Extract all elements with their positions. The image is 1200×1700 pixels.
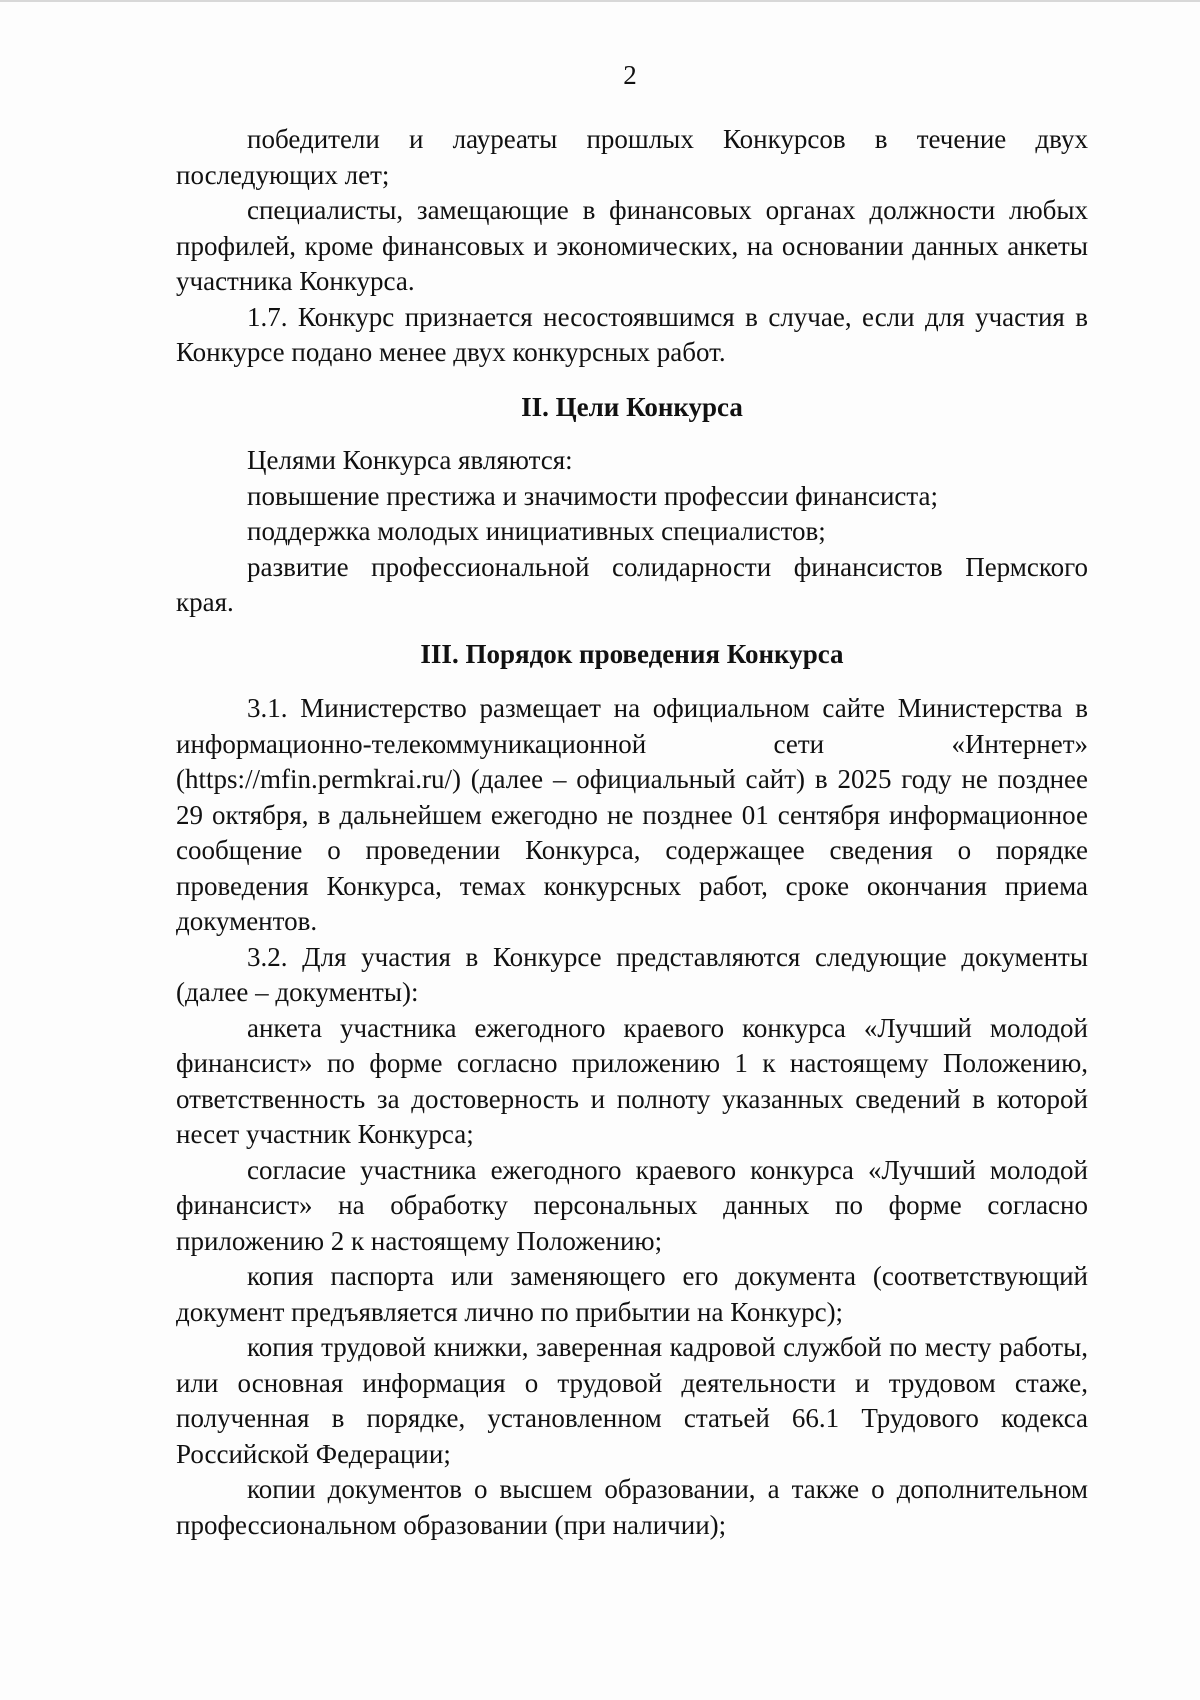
scan-edge-line — [0, 0, 1200, 2]
paragraph-employment-record: копия трудовой книжки, заверенная кадровой службой по месту работы, или основная информация о трудовой деятельности и трудовом стаже, полученная в порядке, установленном статьей 66.1 Трудового кодекса Российской Федерации; — [176, 1332, 1088, 1469]
paragraph-application-form: анкета участника ежегодного краевого конкурса «Лучший молодой финансист» по форме согласно приложению 1 к настоящему Положению, ответственность за достоверность и полноту указанных сведений в которой несет участник Конкурса; — [176, 1012, 1088, 1149]
paragraph-consent: согласие участника ежегодного краевого конкурса «Лучший молодой финансист» на обработку персональных данных по форме согласно приложению 2 к настоящему Положению; — [176, 1154, 1088, 1256]
paragraph-3-1: 3.1. Министерство размещает на официальном сайте Министерства в информационно-телекоммуникационной сети «Интернет» (https://mfin.permkrai.ru/) (далее – официальный сайт) в 2025 году не позднее 29 октября, в дальнейшем ежегодно не позднее 01 сентября информационное сообщение о проведении Конкурса, содержащее сведения о порядке проведения Конкурса, темах конкурсных работ, сроке окончания приема документов. — [176, 693, 1088, 936]
section-heading-goals: II. Цели Конкурса — [521, 391, 743, 422]
page-number: 2 — [623, 60, 637, 90]
paragraph-3-2: 3.2. Для участия в Конкурсе представляются следующие документы (далее – документы): — [176, 941, 1088, 1007]
paragraph-education-documents: копии документов о высшем образовании, а также о дополнительном профессиональном образовании (при наличии); — [176, 1474, 1088, 1540]
paragraph-specialists: специалисты, замещающие в финансовых органах должности любых профилей, кроме финансовых и экономических, на основании данных анкеты участника Конкурса. — [176, 195, 1088, 296]
paragraph-goal-support: поддержка молодых инициативных специалистов; — [247, 516, 826, 546]
paragraph-goals-intro: Целями Конкурса являются: — [247, 445, 573, 475]
section-heading-procedure: III. Порядок проведения Конкурса — [420, 638, 844, 669]
paragraph-1-7: 1.7. Конкурс признается несостоявшимся в случае, если для участия в Конкурсе подано менее двух конкурсных работ. — [176, 301, 1088, 367]
paragraph-passport-copy: копия паспорта или заменяющего его документа (соответствующий документ предъявляется лично по прибытии на Конкурс); — [176, 1261, 1088, 1327]
document-body — [176, 122, 1088, 1543]
paragraph-goal-prestige: повышение престижа и значимости профессии финансиста; — [247, 480, 939, 511]
paragraph-winners: победители и лауреаты прошлых Конкурсов в течение двух последующих лет; — [176, 124, 1088, 190]
paragraph-goal-solidarity: развитие профессиональной солидарности финансистов Пермского края. — [176, 551, 1088, 617]
